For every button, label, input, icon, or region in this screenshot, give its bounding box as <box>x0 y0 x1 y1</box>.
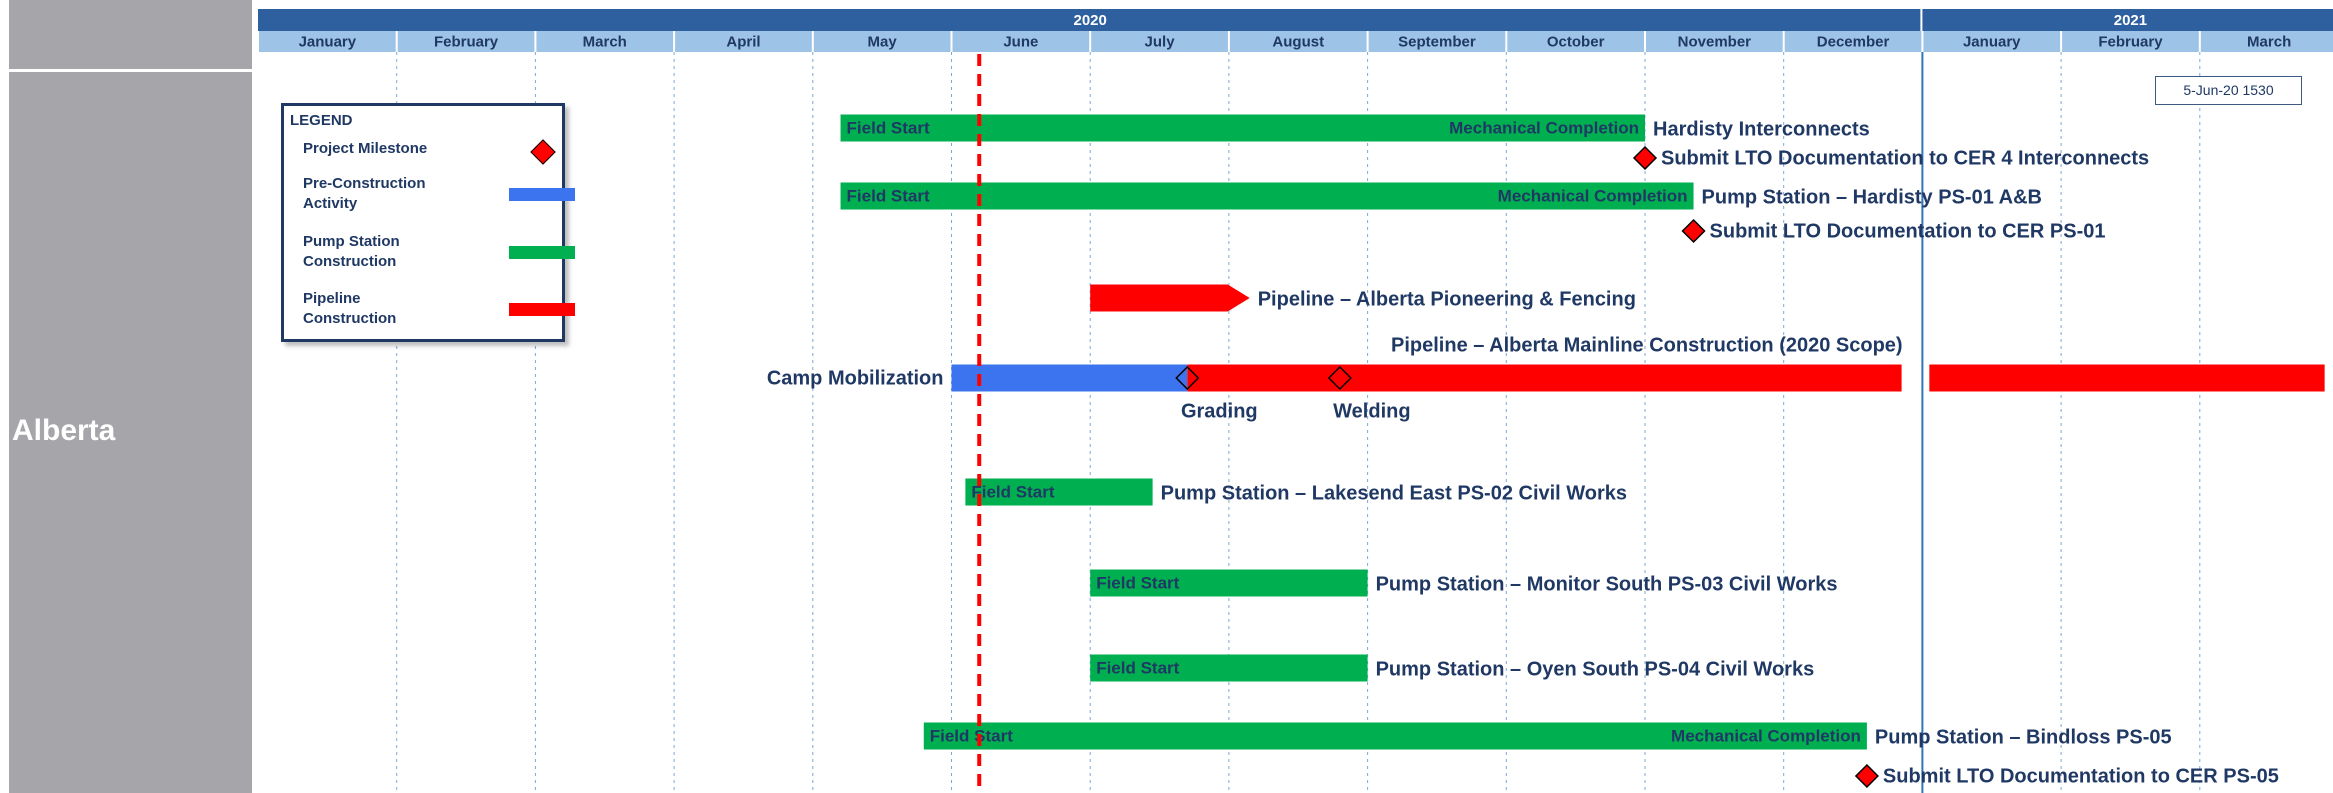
month-label: October <box>1546 33 1605 51</box>
month-label: July <box>1144 33 1175 51</box>
legend-swatch-blue <box>509 188 575 201</box>
legend-label: Pipeline Construction <box>303 290 397 327</box>
bar-label: Pipeline – Alberta Pioneering & Fencing <box>1257 288 1636 311</box>
bar-label: Pump Station – Monitor South PS-03 Civil Works <box>1375 573 1838 596</box>
bar-label: Pump Station – Lakesend East PS-02 Civil Works <box>1160 482 1628 505</box>
legend-label: Pump Station Construction <box>303 233 400 270</box>
month-label: April <box>726 33 761 51</box>
legend-title: LEGEND <box>290 112 353 129</box>
month-label: March <box>2247 33 2292 51</box>
bar-label: Pump Station – Bindloss PS-05 <box>1874 726 2172 749</box>
milestone-label: Submit LTO Documentation to CER PS-01 <box>1709 220 2106 243</box>
milestone-diamond <box>1856 765 1878 787</box>
month-label: March <box>582 33 627 51</box>
bar-label: Hardisty Interconnects <box>1653 118 1870 141</box>
legend-swatch-green <box>509 246 575 259</box>
bar-start-label: Field Start <box>971 482 1055 502</box>
gantt-bar-arrow <box>1090 285 1250 312</box>
month-label: June <box>1003 33 1039 51</box>
month-label: January <box>1962 33 2021 51</box>
bar-start-label: Field Start <box>846 118 930 138</box>
month-label: February <box>433 33 499 51</box>
month-label: August <box>1272 33 1325 51</box>
month-label: December <box>1816 33 1890 51</box>
milestone-diamond <box>1634 147 1656 169</box>
bar-start-label: Field Start <box>929 726 1013 746</box>
year-label: 2020 <box>1073 11 1107 29</box>
bar-start-label: Field Start <box>1096 573 1180 593</box>
gantt-bar <box>952 365 1188 392</box>
month-label: February <box>2098 33 2163 51</box>
milestone-diamond <box>1683 220 1705 242</box>
milestone-label: Grading <box>1180 400 1258 423</box>
legend-item-pipeline <box>303 289 568 329</box>
gantt-bar <box>1929 365 2324 392</box>
bar-label: Pump Station – Hardisty PS-01 A&B <box>1701 186 2042 209</box>
legend-item-pump-station <box>303 232 568 272</box>
region-label: Alberta <box>12 414 116 447</box>
bar-end-label: Mechanical Completion <box>1671 726 1861 746</box>
legend-item-milestone <box>303 139 568 179</box>
legend-item-pre-construction <box>303 174 568 214</box>
legend <box>281 103 565 342</box>
month-label: May <box>867 33 897 51</box>
bar-end-label: Mechanical Completion <box>1449 118 1639 138</box>
legend-swatch-red <box>509 303 575 316</box>
gantt-bar <box>1187 365 1901 392</box>
milestone-label: Submit LTO Documentation to CER 4 Interconnects <box>1661 147 2150 170</box>
bar-left-label: Camp Mobilization <box>766 367 944 390</box>
legend-label: Project Milestone <box>303 140 428 157</box>
status-timestamp: 5-Jun-20 1530 <box>2155 76 2302 105</box>
bar-start-label: Field Start <box>1096 658 1180 678</box>
legend-label: Pre-Construction Activity <box>303 175 426 212</box>
milestone-diamond-icon <box>530 139 555 164</box>
bar-start-label: Field Start <box>846 186 930 206</box>
milestone-label: Submit LTO Documentation to CER PS-05 <box>1882 765 2279 788</box>
bar-label: Pump Station – Oyen South PS-04 Civil Works <box>1375 658 1815 681</box>
month-label: September <box>1398 33 1476 51</box>
month-label: January <box>298 33 357 51</box>
milestone-label: Welding <box>1333 400 1411 423</box>
month-label: November <box>1677 33 1752 51</box>
bar-end-label: Mechanical Completion <box>1497 186 1688 206</box>
bar-top-label: Pipeline – Alberta Mainline Construction (2020 Scope) <box>1391 334 1903 357</box>
year-label: 2021 <box>2113 11 2148 29</box>
